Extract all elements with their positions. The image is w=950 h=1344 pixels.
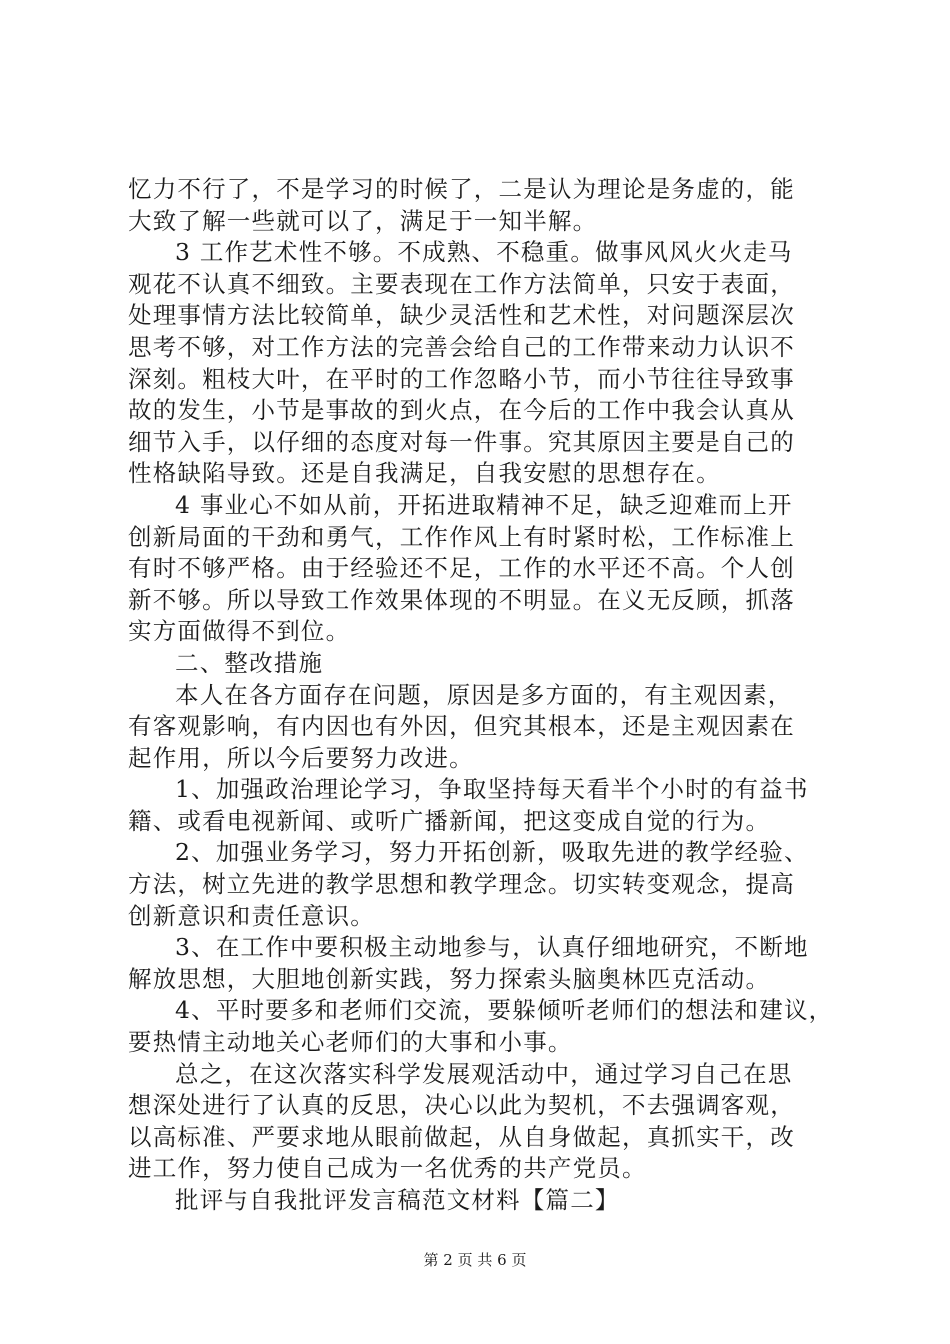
text-line: 处理事情方法比较简单，缺少灵活性和艺术性，对问题深层次 xyxy=(128,301,795,330)
text-line: 4 事业心不如从前，开拓进取精神不足，缺乏迎难而上开 xyxy=(175,490,793,519)
text-line: 观花不认真不细致。主要表现在工作方法简单，只安于表面， xyxy=(128,269,795,298)
text-line: 方法，树立先进的教学思想和教学理念。切实转变观念，提高 xyxy=(128,870,795,899)
text-line: 2、加强业务学习，努力开拓创新，吸取先进的教学经验、 xyxy=(175,838,809,867)
text-line: 解放思想，大胆地创新实践，努力探索头脑奥林匹克活动。 xyxy=(128,964,771,993)
text-line: 有时不够严格。由于经验还不足，工作的水平还不高。个人创 xyxy=(128,554,795,583)
text-line: 进工作，努力使自己成为一名优秀的共产党员。 xyxy=(128,1154,647,1183)
text-line: 想深处进行了认真的反思，决心以此为契机，不去强调客观， xyxy=(128,1091,795,1120)
text-line: 创新意识和责任意识。 xyxy=(128,901,375,930)
text-line: 以高标准、严要求地从眼前做起，从自身做起，真抓实干，改 xyxy=(128,1122,795,1151)
text-line: 深刻。粗枝大叶，在平时的工作忽略小节，而小节往往导致事 xyxy=(128,364,795,393)
text-line: 故的发生，小节是事故的到火点，在今后的工作中我会认真从 xyxy=(128,396,795,425)
text-line: 新不够。所以导致工作效果体现的不明显。在义无反顾，抓落 xyxy=(128,585,795,614)
text-line: 总之，在这次落实科学发展观活动中，通过学习自己在思 xyxy=(175,1059,793,1088)
text-line: 思考不够，对工作方法的完善会给自己的工作带来动力认识不 xyxy=(128,332,795,361)
text-line: 4、平时要多和老师们交流，要躲倾听老师们的想法和建议， xyxy=(175,996,834,1025)
text-line: 性格缺陷导致。还是自我满足，自我安慰的思想存在。 xyxy=(128,459,721,488)
text-line: 二、整改措施 xyxy=(175,648,324,677)
text-line: 批评与自我批评发言稿范文材料【篇二】 xyxy=(175,1186,620,1214)
text-line: 大致了解一些就可以了，满足于一知半解。 xyxy=(128,206,598,235)
page-footer: 第 2 页 共 6 页 xyxy=(423,1251,527,1269)
document-body xyxy=(128,174,838,1217)
text-line: 3 工作艺术性不够。不成熟、不稳重。做事风风火火走马 xyxy=(175,238,793,267)
text-line: 实方面做得不到位。 xyxy=(128,617,351,646)
text-line: 忆力不行了，不是学习的时候了，二是认为理论是务虚的，能 xyxy=(128,175,795,203)
text-line: 有客观影响，有内因也有外因，但究其根本，还是主观因素在 xyxy=(128,712,795,741)
text-line: 1、加强政治理论学习，争取坚持每天看半个小时的有益书 xyxy=(175,775,809,804)
text-line: 籍、或看电视新闻、或听广播新闻，把这变成自觉的行为。 xyxy=(128,806,771,835)
text-line: 要热情主动地关心老师们的大事和小事。 xyxy=(128,1028,573,1057)
text-line: 创新局面的干劲和勇气，工作作风上有时紧时松，工作标准上 xyxy=(128,522,795,551)
text-line: 细节入手，以仔细的态度对每一件事。究其原因主要是自己的 xyxy=(128,427,795,456)
text-line: 3、在工作中要积极主动地参与，认真仔细地研究，不断地 xyxy=(175,933,809,962)
text-line: 本人在各方面存在问题，原因是多方面的，有主观因素， xyxy=(175,680,793,709)
text-line: 起作用，所以今后要努力改进。 xyxy=(128,743,474,772)
